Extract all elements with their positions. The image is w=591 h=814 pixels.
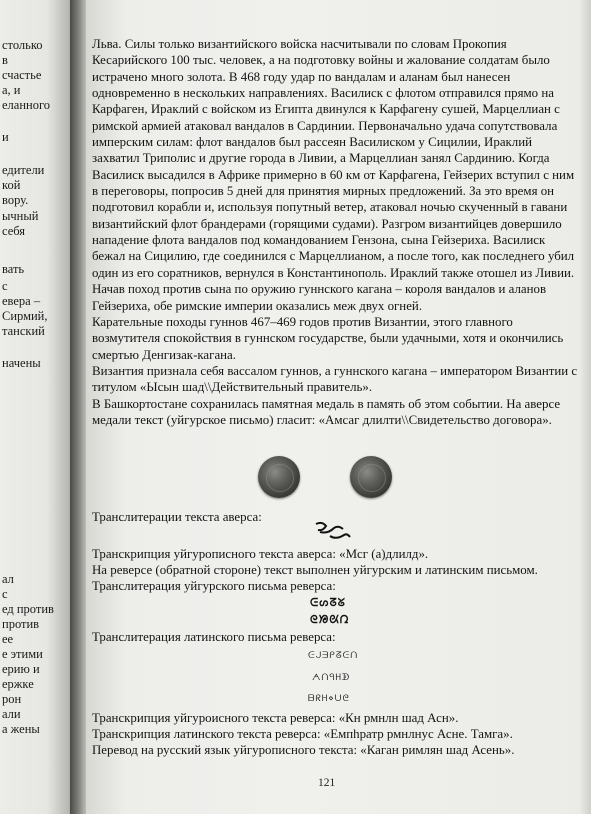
revers-uighur-transcription: Транскрипция уйгуроисного текста реверса: «Кн рмнлн шад Асн». — [92, 711, 459, 725]
previous-page-text-line: танский — [2, 324, 45, 338]
previous-page-text-line: в — [2, 53, 8, 67]
paragraph: В Башкортостане сохранилась памятная медаль в память об этом событии. На аверсе медали текст (уйгурское письмо) гласит: «Амсаг длилти\\Свидетельство договора». — [92, 396, 561, 427]
avers-uighur-script-glyph — [312, 520, 354, 542]
paragraph: Византия признала себя вассалом гуннов, а гуннского кагана – императором Византии с титулом «Ысын шад\\Действительный правитель». — [92, 363, 578, 395]
avers-transliteration-title: Транслитерации текста аверса: — [92, 510, 262, 524]
main-text-block — [92, 36, 578, 428]
previous-page-text-line: ед против — [2, 602, 54, 616]
revers-latin-script-line-2: ᗅᑎᑫᕼᗫ — [312, 672, 351, 682]
revers-latin-script-line-1: ᕮᒍᗱᑭᘔᕮᑎ — [308, 650, 359, 660]
revers-latin-translit-title: Транслитерация латинского письма реверса: — [92, 630, 336, 644]
previous-page-text-line: ал — [2, 572, 14, 586]
page-edge-shadow — [579, 0, 591, 814]
revers-uighur-script-line-1: ᕮᔕᘔᘜ — [310, 597, 346, 609]
revers-note: На реверсе (обратной стороне) текст выполнен уйгурским и латинским письмом. — [92, 563, 538, 577]
previous-page-text-line: ержке — [2, 677, 34, 691]
revers-uighur-script-line-2: ᘓᘠᘡᘣ — [310, 614, 350, 626]
previous-page-text-line: ерию и — [2, 662, 40, 676]
previous-page-text-line: а, и — [2, 83, 21, 97]
avers-transcription: Транскрипция уйгурописного текста аверса: «Мсг (а)длилд». — [92, 547, 429, 561]
previous-page-text-line: еланного — [2, 98, 51, 112]
previous-page-text-line: себя — [2, 224, 26, 238]
revers-translation: Перевод на русский язык уйгурописного текста: «Каган римлян шад Асень». — [92, 743, 515, 757]
previous-page-text-line: вору. — [2, 193, 29, 207]
previous-page-text-line: евера – — [2, 294, 41, 308]
previous-page-text-line: начены — [2, 356, 41, 370]
previous-page-text-line: счастье — [2, 68, 42, 82]
previous-page-text-line: против — [2, 617, 40, 631]
book-page — [86, 0, 591, 814]
previous-page-text-line: Сирмий, — [2, 309, 48, 323]
previous-page-text-line: ычный — [2, 209, 39, 223]
previous-page-text-line: с — [2, 279, 8, 293]
previous-page-text-line: а жены — [2, 722, 40, 736]
previous-page-edge — [0, 0, 78, 814]
revers-latin-script-line-3: ᗷᖇᕼ⋄ᑌᘓ — [308, 693, 350, 703]
paragraph: Льва. Силы только византийского войска насчитывали по словам Прокопия Кесарийского 100 тыс. человек, а на подготовку войны и жалование солдатам было истрачено много золота. В 468 году удар по вандалам и аланам был нанесен одновременно в нескольких направлениях. Василиск с флотом отправился прямо на Карфаген, Ираклий с войском из Египта двинулся к Карфагену сушей, Марцеллиан с римской армией атаковал вандалов в Сардинии. Первоначально удача сопутствовала имперским силам: флот вандалов был рассеян Василиском у Сицилии, Ираклий захватил Триполис и другие города в Ливии, а Марцеллиан занял Сардинию. Когда Василиск высадился в Африке примерно в 60 км от Карфагена, Гейзерих вступил с ним в переговоры, попросив 5 дней для принятия мирных предложений. За это время он подготовил корабли и, используя попутный ветер, атаковал ночью скученный в гавани византийский флот брандерами (горящими судами). Разгром византийцев довершило нападение флота вандалов под командованием Гензона, сына Гейзериха. Василиск бежал на Сицилию, где соединился с Марцеллианом, а после того, как последнего убил один из его соратников, вернулся в Константинополь. Ираклий также отошел из Ливии. Начав поход против сына по оружию гуннского кагана – короля вандалов и аланов Гейзериха, обе римские империи оказались меж двух огней. — [92, 37, 575, 313]
previous-page-text-line: едители — [2, 163, 45, 177]
previous-page-text-line: кой — [2, 178, 21, 192]
previous-page-text-line: и — [2, 130, 9, 144]
previous-page-text-line: али — [2, 707, 21, 721]
paragraph: Карательные походы гуннов 467–469 годов против Византии, этого главного возмутителя спокойствия в гуннском государстве, были удачными, хотя и окончились смертью Денгизак-кагана. — [92, 314, 564, 362]
previous-page-text-line: рон — [2, 692, 22, 706]
previous-page-text-line: ее — [2, 632, 14, 646]
previous-page-text-line: столько — [2, 38, 43, 52]
medal-revers-image — [350, 456, 392, 498]
page-number: 121 — [318, 777, 336, 789]
revers-uighur-translit-title: Транслитерация уйгурского письма реверса: — [92, 579, 336, 593]
medal-photos — [258, 456, 428, 500]
previous-page-text-line: е этими — [2, 647, 43, 661]
medal-avers-image — [258, 456, 300, 498]
revers-latin-transcription: Транскрипция латинского текста реверса: «Емпhратр рмнлнус Асне. Тамга». — [92, 727, 513, 741]
previous-page-text-line: вать — [2, 262, 25, 276]
previous-page-text-line: с — [2, 587, 8, 601]
